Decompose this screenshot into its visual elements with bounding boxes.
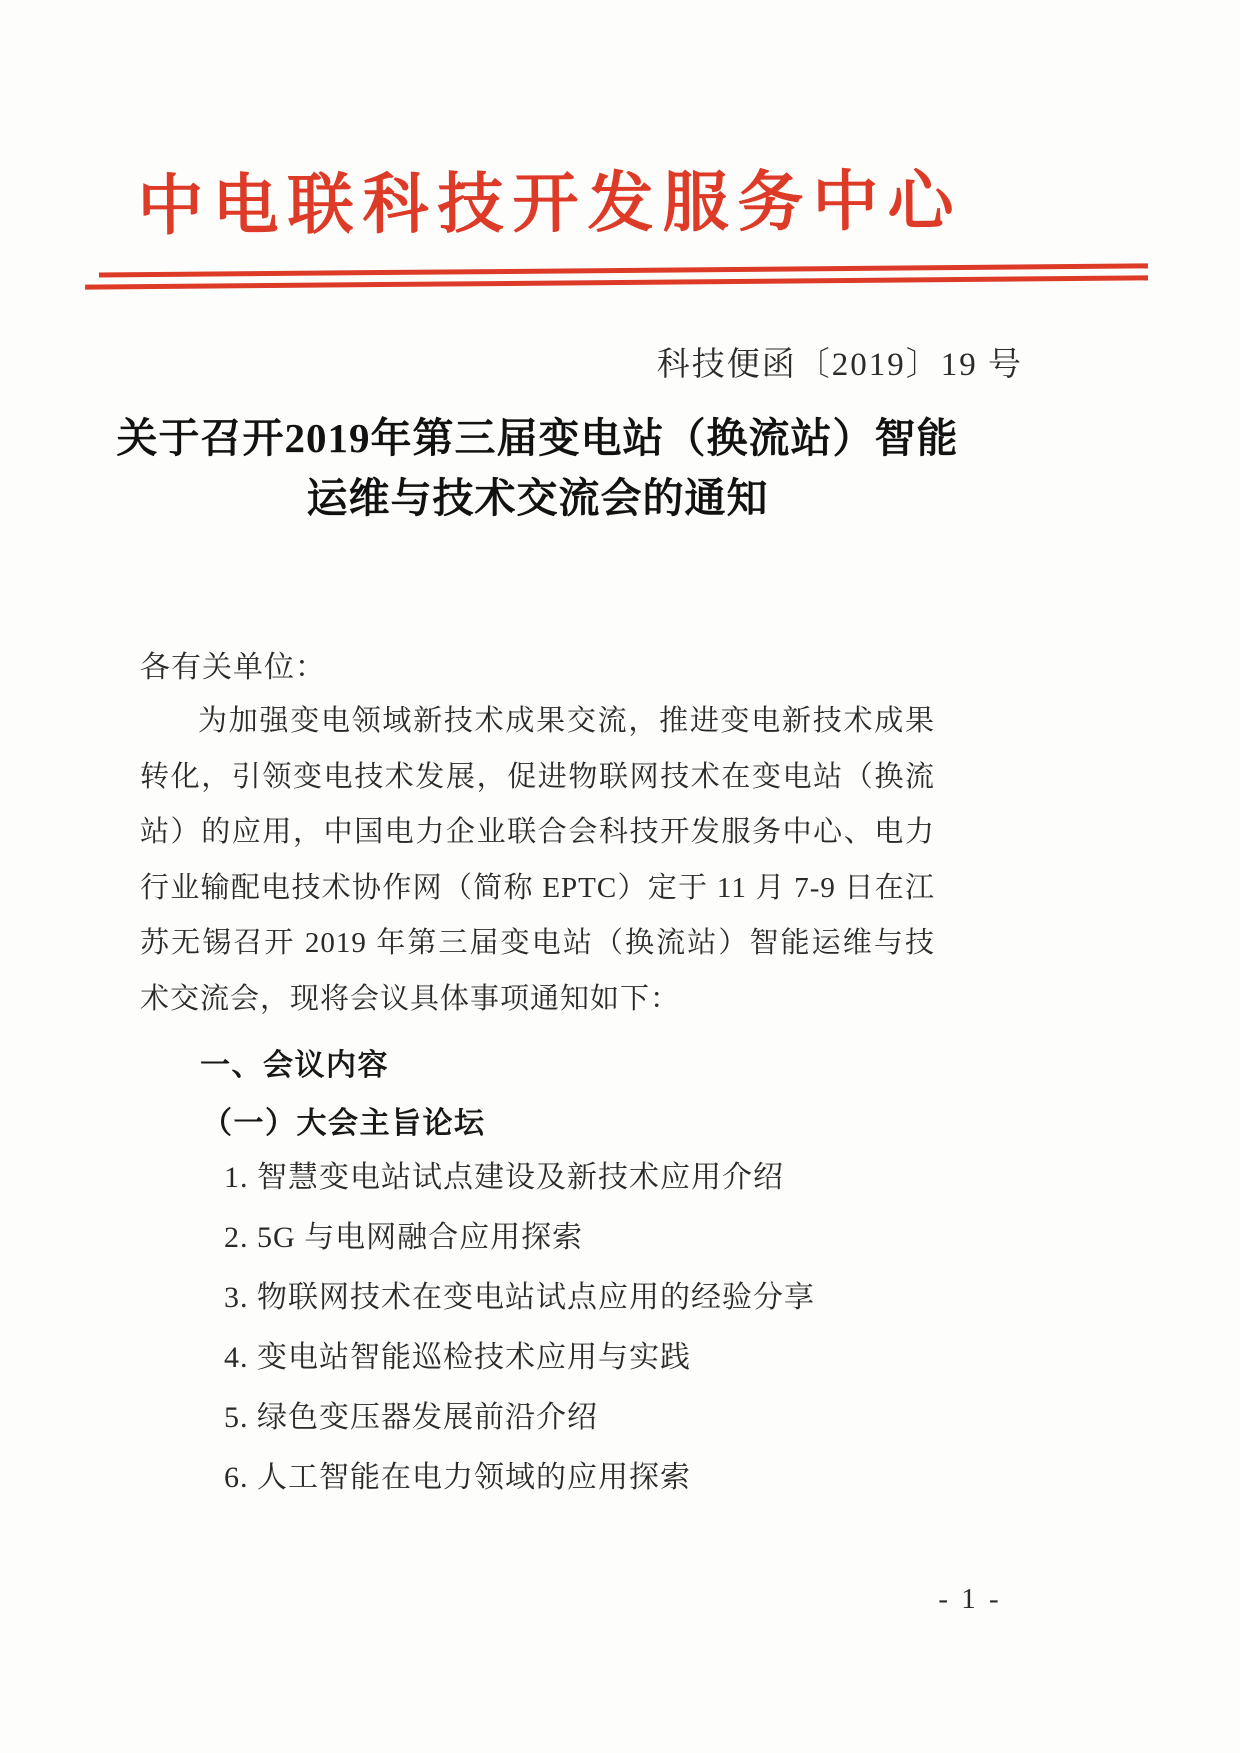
body-paragraph: 为加强变电领域新技术成果交流，推进变电新技术成果转化，引领变电技术发展，促进物联网技术在变电站（换流站）的应用，中国电力企业联合会科技开发服务中心、电力行业输配电技术协作网（简称 EPTC）定于 11 月 7-9 日在江苏无锡召开 2019 年第三届变电站（换流站）智能运维与技术交流会，现将会议具体事项通知如下： [140,705,935,1015]
page-number: - 1 - [938,1583,1002,1615]
document-number: 科技便函〔2019〕19 号 [656,347,1023,383]
list-item: 3. 物联网技术在变电站试点应用的经验分享 [224,1281,815,1314]
list-item: 5. 绿色变压器发展前沿介绍 [224,1401,598,1434]
salutation: 各有关单位： [140,651,326,684]
list-item: 4. 变电站智能巡检技术应用与实践 [224,1341,691,1374]
forum-topic-list [224,1148,984,1508]
letterhead-double-rule [85,263,1148,289]
list-item: 6. 人工智能在电力领域的应用探索 [224,1461,691,1494]
section-heading-meeting-content: 一、会议内容 [200,1049,389,1082]
list-item: 1. 智慧变电站试点建设及新技术应用介绍 [224,1161,784,1194]
list-item: 2. 5G 与电网融合应用探索 [224,1221,584,1254]
subsection-heading-main-forum: （一）大会主旨论坛 [202,1107,486,1140]
letterhead-title: 中电联科技开发服务中心 [137,165,963,244]
document-title-line-2: 运维与技术交流会的通知 [306,475,769,521]
document-title-line-1: 关于召开2019年第三届变电站（换流站）智能 [116,415,959,461]
document-title [75,408,1000,528]
